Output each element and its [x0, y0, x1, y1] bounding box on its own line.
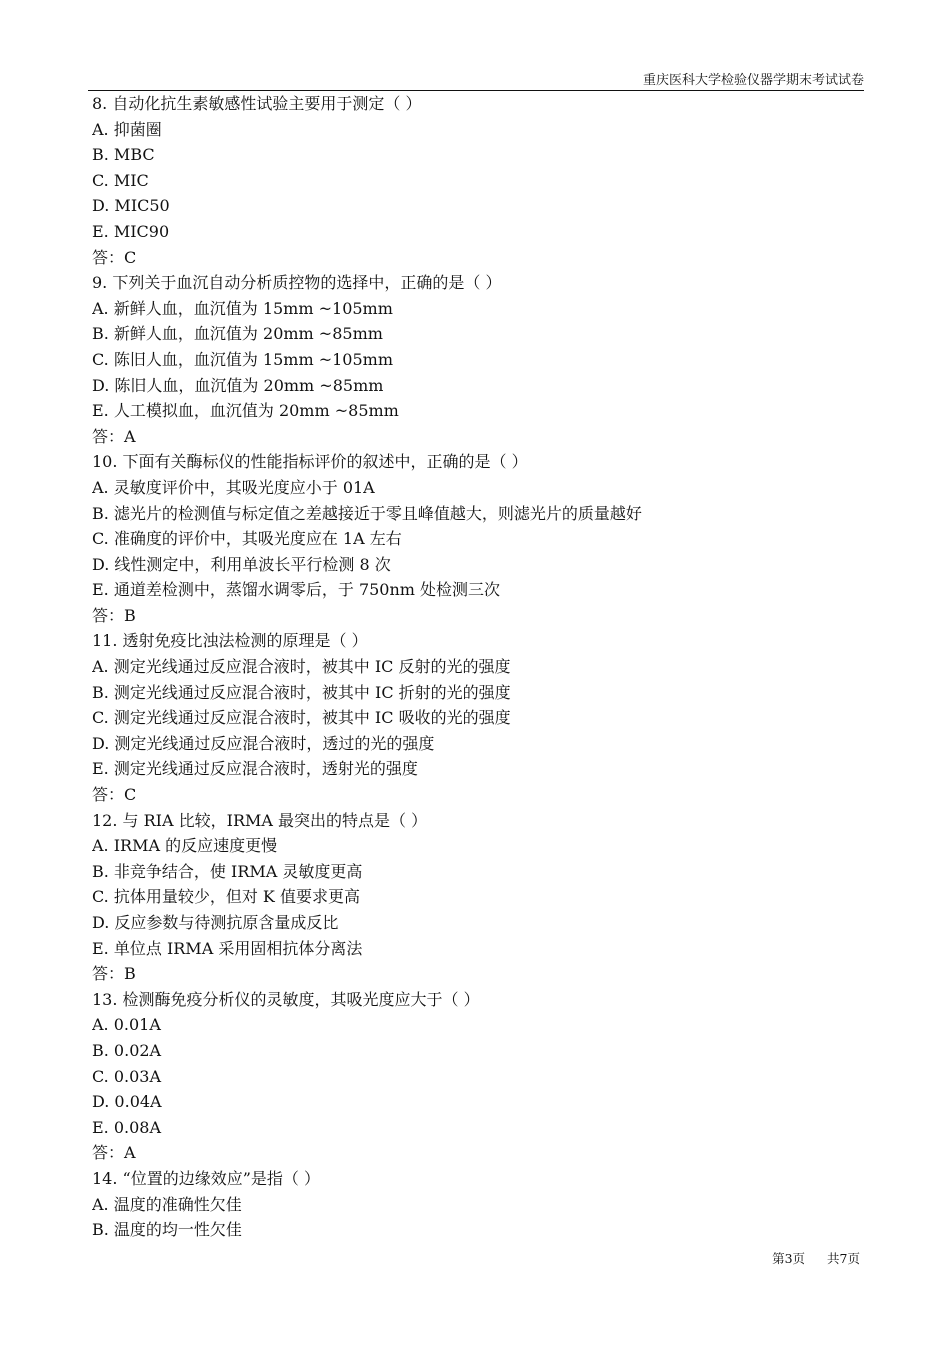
text-line: D. 测定光线通过反应混合液时，透过的光的强度 [92, 733, 435, 753]
text-line: 14. “位置的边缘效应”是指（ ） [92, 1168, 320, 1188]
text-line: 答：A [92, 1143, 136, 1163]
text-line: 12. 与 RIA 比较，IRMA 最突出的特点是（ ） [92, 810, 428, 830]
text-line: A. IRMA 的反应速度更慢 [92, 836, 278, 856]
text-line: E. MIC90 [92, 221, 170, 241]
text-line: A. 新鲜人血，血沉值为 15mm ~105mm [92, 298, 393, 318]
text-line: 8. 自动化抗生素敏感性试验主要用于测定（ ） [92, 94, 422, 113]
text-line: C. 陈旧人血，血沉值为 15mm ~105mm [92, 349, 394, 369]
text-line: 答：A [92, 426, 136, 446]
text-line: C. MIC [92, 170, 149, 190]
text-line: C. 准确度的评价中，其吸光度应在 1A 左右 [92, 529, 402, 549]
text-line: B. 温度的均一性欠佳 [92, 1220, 242, 1240]
text-line: B. MBC [92, 145, 155, 165]
text-line: A. 测定光线通过反应混合液时，被其中 IC 反射的光的强度 [92, 657, 511, 677]
text-line: A. 抑菌圈 [92, 119, 162, 139]
text-line: A. 灵敏度评价中，其吸光度应小于 01A [92, 477, 375, 497]
text-line: E. 通道差检测中，蒸馏水调零后，于 750nm 处检测三次 [92, 580, 501, 600]
page-total: 共7页 [827, 1251, 860, 1266]
text-line: D. 反应参数与待测抗原含量成反比 [92, 913, 339, 932]
text-line: A. 温度的准确性欠佳 [92, 1194, 242, 1214]
text-line: E. 单位点 IRMA 采用固相抗体分离法 [92, 938, 363, 958]
text-line: 答：B [92, 964, 136, 984]
question-content [92, 91, 862, 1243]
text-line: 10. 下面有关酶标仪的性能指标评价的叙述中，正确的是（ ） [92, 452, 528, 472]
text-line: D. 0.04A [92, 1092, 162, 1112]
text-line: A. 0.01A [92, 1015, 161, 1035]
text-line: 答：B [92, 605, 136, 625]
text-line: 9. 下列关于血沉自动分析质控物的选择中，正确的是（ ） [92, 273, 502, 293]
text-line: B. 测定光线通过反应混合液时，被其中 IC 折射的光的强度 [92, 682, 511, 702]
text-line: B. 0.02A [92, 1040, 162, 1060]
text-line: C. 抗体用量较少，但对 K 值要求更高 [92, 887, 360, 907]
text-line: C. 测定光线通过反应混合液时，被其中 IC 吸收的光的强度 [92, 708, 511, 728]
text-line: 11. 透射免疫比浊法检测的原理是（ ） [92, 631, 368, 651]
page-footer [772, 1249, 860, 1267]
text-line: 13. 检测酶免疫分析仪的灵敏度，其吸光度应大于（ ） [92, 989, 480, 1009]
page-header [88, 64, 864, 91]
text-line: D. MIC50 [92, 196, 170, 216]
text-line: 答：C [92, 785, 137, 805]
text-line: D. 线性测定中，利用单波长平行检测 8 次 [92, 554, 391, 574]
text-line: C. 0.03A [92, 1066, 162, 1086]
text-line: E. 0.08A [92, 1117, 162, 1137]
text-line: B. 滤光片的检测值与标定值之差越接近于零且峰值越大，则滤光片的质量越好 [92, 503, 642, 523]
text-line: E. 测定光线通过反应混合液时，透射光的强度 [92, 759, 418, 779]
text-line: B. 新鲜人血，血沉值为 20mm ~85mm [92, 324, 383, 344]
text-line: E. 人工模拟血，血沉值为 20mm ~85mm [92, 401, 399, 421]
page-number: 第3页 [772, 1251, 806, 1266]
text-line: D. 陈旧人血，血沉值为 20mm ~85mm [92, 375, 384, 395]
text-line: B. 非竞争结合，使 IRMA 灵敏度更高 [92, 861, 363, 881]
header-title: 重庆医科大学检验仪器学期末考试试卷 [642, 73, 864, 88]
text-line: 答：C [92, 247, 137, 267]
